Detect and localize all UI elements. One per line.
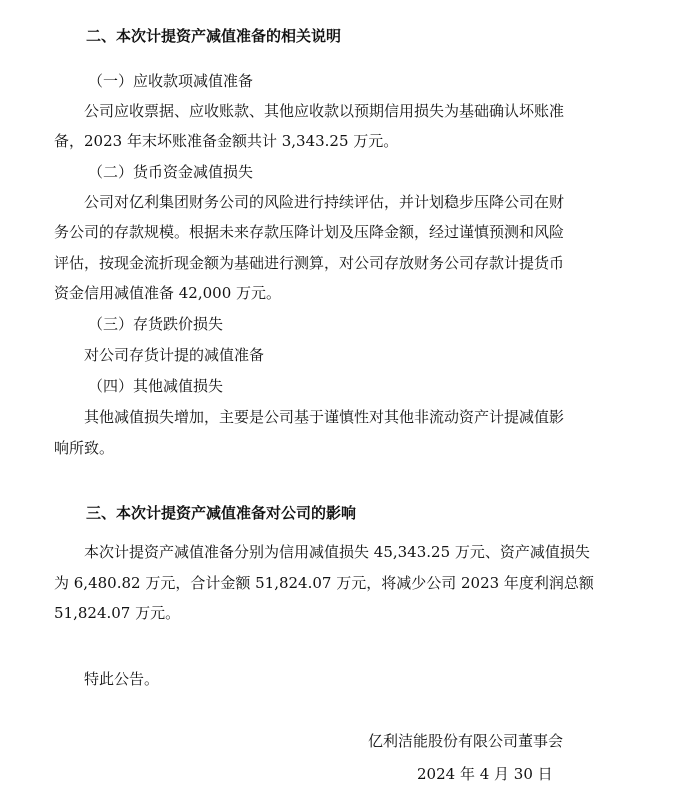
section-3-heading: 三、本次计提资产减值准备对公司的影响 [86, 504, 357, 522]
signature-company: 亿利洁能股份有限公司董事会 [368, 732, 564, 750]
closing-text: 特此公告。 [84, 670, 160, 688]
paragraph-line: 务公司的存款规模。根据未来存款压降计划及压降金额，经过谨慎预测和风险 [54, 223, 565, 241]
paragraph-line: 公司对亿利集团财务公司的风险进行持续评估，并计划稳步压降公司在财 [84, 193, 565, 211]
paragraph-line: 为 6,480.82 万元，合计金额 51,824.07 万元，将减少公司 2023 年度利润总额 [54, 574, 594, 592]
paragraph-line: 本次计提资产减值准备分别为信用减值损失 45,343.25 万元、资产减值损失 [84, 543, 590, 561]
paragraph-line: 备，2023 年末坏账准备金额共计 3,343.25 万元。 [54, 132, 399, 150]
paragraph-line: 对公司存货计提的减值准备 [84, 346, 265, 364]
paragraph-line: 评估，按现金流折现金额为基础进行测算，对公司存放财务公司存款计提货币 [54, 254, 565, 272]
section-2-heading: 二、本次计提资产减值准备的相关说明 [86, 27, 342, 45]
subsection-3-title: （三）存货跌价损失 [88, 315, 224, 333]
subsection-1-title: （一）应收款项减值准备 [88, 72, 254, 90]
subsection-2-title: （二）货币资金减值损失 [88, 163, 254, 181]
paragraph-line: 51,824.07 万元。 [54, 604, 181, 622]
paragraph-line: 公司应收票据、应收账款、其他应收款以预期信用损失为基础确认坏账准 [84, 102, 565, 120]
paragraph-line: 响所致。 [54, 439, 115, 457]
paragraph-line: 其他减值损失增加，主要是公司基于谨慎性对其他非流动资产计提减值影 [84, 408, 565, 426]
signature-date: 2024 年 4 月 30 日 [417, 765, 553, 783]
paragraph-line: 资金信用减值准备 42,000 万元。 [54, 284, 282, 302]
subsection-4-title: （四）其他减值损失 [88, 377, 224, 395]
